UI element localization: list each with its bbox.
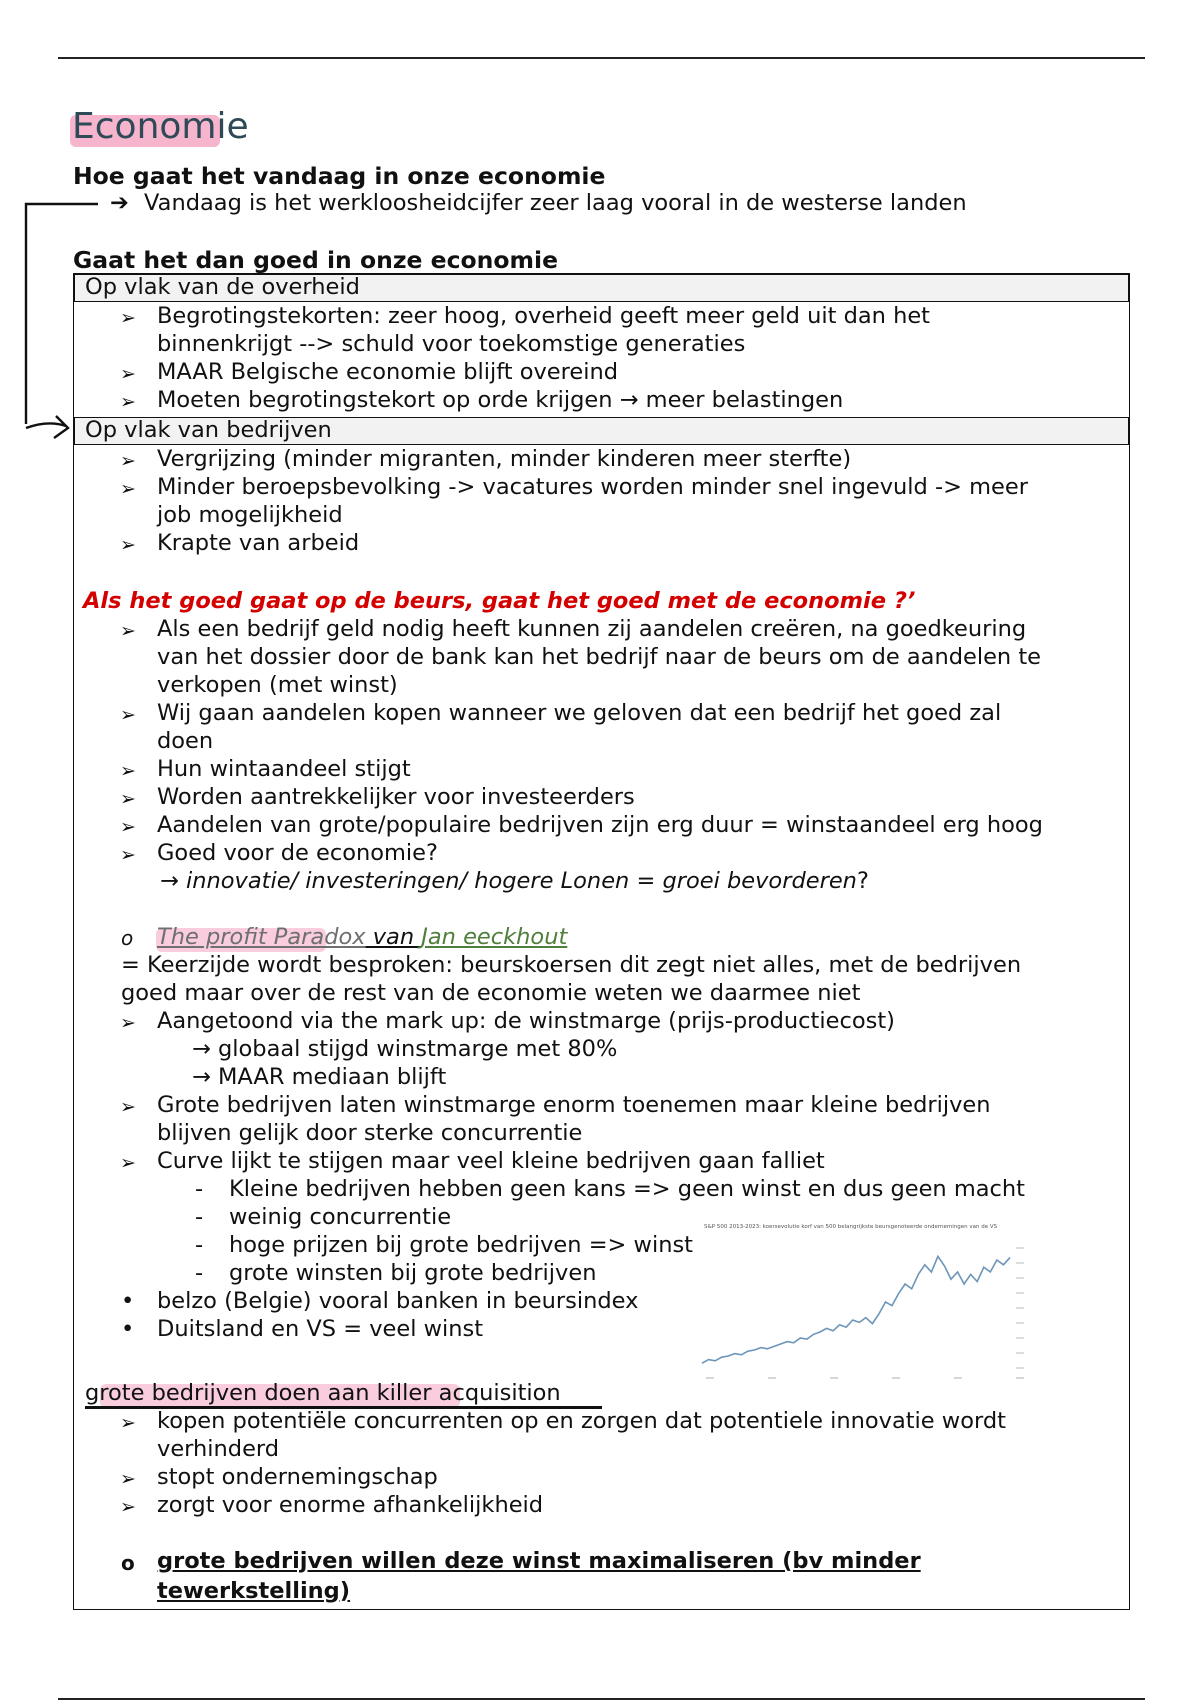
dash-bullet: -	[195, 1204, 204, 1230]
dash-bullet: -	[195, 1260, 204, 1286]
paradox-line: = Keerzijde wordt besproken: beurskoersen dit zegt niet alles, met de bedrijven	[121, 952, 1022, 978]
paradox-dash-item: grote winsten bij grote bedrijven	[229, 1260, 597, 1286]
bedrijven-header: Op vlak van bedrijven	[74, 417, 1129, 445]
bullet-icon: ➢	[120, 844, 136, 866]
paradox-line: goed maar over de rest van de economie weten we daarmee niet	[121, 980, 861, 1006]
paradox-book-link[interactable]: The profit Paradox	[157, 924, 366, 950]
bullet-icon: ➢	[120, 1412, 136, 1434]
arrow-icon: ➔	[110, 190, 129, 216]
paradox-title	[157, 924, 567, 950]
beurs-line: Aandelen van grote/populaire bedrijven zijn erg duur = winstaandeel erg hoog	[157, 812, 1043, 838]
beurs-line: van het dossier door de bank kan het bedrijf naar de beurs om de aandelen te	[157, 644, 1042, 670]
bullet-icon: ➢	[120, 307, 136, 329]
bullet-icon: ➢	[120, 478, 136, 500]
circle-bullet: o	[121, 926, 134, 950]
bullet-icon: ➢	[120, 788, 136, 810]
bullet-icon: ➢	[120, 363, 136, 385]
bullet-icon: ➢	[120, 1152, 136, 1174]
overheid-item: binnenkrijgt --> schuld voor toekomstige generaties	[157, 331, 746, 357]
beurs-line: Als een bedrijf geld nodig heeft kunnen zij aandelen creëren, na goedkeuring	[157, 616, 1027, 642]
bullet-icon: ➢	[120, 620, 136, 642]
paradox-dash-item: weinig concurrentie	[229, 1204, 452, 1230]
page-title: Economie	[72, 106, 249, 147]
final-statement-1: grote bedrijven willen deze winst maximaliseren (bv minder	[157, 1548, 921, 1574]
beurs-arrow-line	[160, 868, 869, 894]
bullet-icon: ➢	[120, 1496, 136, 1518]
paradox-author-link[interactable]: Jan eeckhout	[421, 924, 568, 950]
final-statement-2: tewerkstelling)	[157, 1578, 351, 1604]
killer-line: verhinderd	[157, 1436, 280, 1462]
dash-bullet: -	[195, 1232, 204, 1258]
paradox-arrow-line: → MAAR mediaan blijft	[192, 1064, 447, 1090]
bullet-icon: ➢	[120, 704, 136, 726]
paradox-line: Aangetoond via the mark up: de winstmarge (prijs-productiecost)	[157, 1008, 895, 1034]
bullet-icon: ➢	[120, 534, 136, 556]
bullet-icon: ➢	[120, 391, 136, 413]
vandaag-text: Vandaag is het werkloosheidcijfer zeer laag vooral in de westerse landen	[144, 190, 967, 216]
bullet-icon: ➢	[120, 450, 136, 472]
circle-bullet: o	[121, 1551, 135, 1575]
paradox-dash-item: hoge prijzen bij grote bedrijven => winst	[229, 1232, 694, 1258]
paradox-line: blijven gelijk door sterke concurrentie	[157, 1120, 583, 1146]
beurs-line: Worden aantrekkelijker voor investeerders	[157, 784, 635, 810]
dash-bullet: -	[195, 1176, 204, 1202]
beurs-line: doen	[157, 728, 214, 754]
beurs-line: verkopen (met winst)	[157, 672, 398, 698]
beurs-arrow-tail: ?	[856, 868, 869, 894]
overheid-header: Op vlak van de overheid	[74, 274, 1129, 302]
beurs-line: Hun wintaandeel stijgt	[157, 756, 411, 782]
bullet-icon: ➢	[120, 760, 136, 782]
beurs-line: Wij gaan aandelen kopen wanneer we geloven dat een bedrijf het goed zal	[157, 700, 1002, 726]
bullet-icon: ➢	[120, 1096, 136, 1118]
paradox-line: Curve lijkt te stijgen maar veel kleine bedrijven gaan falliet	[157, 1148, 825, 1174]
paradox-line: Grote bedrijven laten winstmarge enorm toenemen maar kleine bedrijven	[157, 1092, 991, 1118]
bedrijven-item: Minder beroepsbevolking -> vacatures worden minder snel ingevuld -> meer	[157, 474, 1028, 500]
sp500-chart	[698, 1218, 1030, 1386]
paradox-dot-item: Duitsland en VS = veel winst	[157, 1316, 484, 1342]
killer-line: zorgt voor enorme afhankelijkheid	[157, 1492, 544, 1518]
chart-title: S&P 500 2013-2023: koersevolutie korf van 500 belangrijkste beursgenoteerde ondernemingen van de VS	[704, 1224, 998, 1230]
bullet-icon: ➢	[120, 1012, 136, 1034]
paradox-dash-item: Kleine bedrijven hebben geen kans => geen winst en dus geen macht	[229, 1176, 1026, 1202]
overheid-item: Begrotingstekorten: zeer hoog, overheid geeft meer geld uit dan het	[157, 303, 931, 329]
paradox-van: van	[365, 924, 422, 950]
bedrijven-item: Krapte van arbeid	[157, 530, 360, 556]
dot-bullet: •	[121, 1288, 135, 1314]
overheid-item: MAAR Belgische economie blijft overeind	[157, 359, 619, 385]
killer-heading: grote bedrijven doen aan killer acquisition	[85, 1380, 561, 1406]
chart-series-line	[702, 1256, 1010, 1363]
dot-bullet: •	[121, 1316, 135, 1342]
bedrijven-item: Vergrijzing (minder migranten, minder kinderen meer sterfte)	[157, 446, 852, 472]
paradox-arrow-line: → globaal stijgd winstmarge met 80%	[192, 1036, 618, 1062]
vandaag-bullet	[110, 190, 967, 216]
bullet-icon: ➢	[120, 1468, 136, 1490]
killer-line: kopen potentiële concurrenten op en zorgen dat potentiele innovatie wordt	[157, 1408, 1006, 1434]
beurs-arrow-text: → innovatie/ investeringen/ hogere Lonen = groei bevorderen	[160, 868, 857, 894]
heading-gaat-het-goed: Gaat het dan goed in onze economie	[73, 246, 559, 274]
paradox-dot-item: belzo (Belgie) vooral banken in beursindex	[157, 1288, 639, 1314]
bullet-icon: ➢	[120, 816, 136, 838]
heading-vandaag: Hoe gaat het vandaag in onze economie	[73, 162, 606, 190]
overheid-item: Moeten begrotingstekort op orde krijgen → meer belastingen	[157, 387, 844, 413]
bedrijven-item: job mogelijkheid	[157, 502, 343, 528]
killer-line: stopt ondernemingschap	[157, 1464, 438, 1490]
top-rule	[58, 57, 1145, 59]
beurs-question: Als het goed gaat op de beurs, gaat het goed met de economie ?’	[83, 588, 916, 614]
beurs-line: Goed voor de economie?	[157, 840, 438, 866]
